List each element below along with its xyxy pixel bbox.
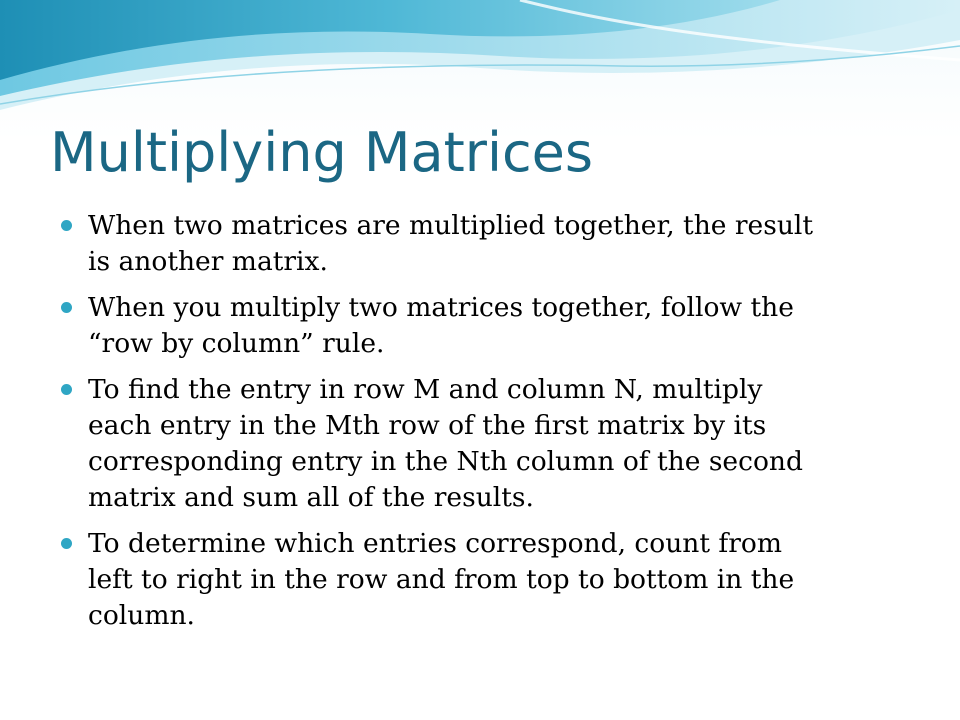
bullet-dot-icon <box>61 384 72 395</box>
bullet-text: When you multiply two matrices together, follow the “row by column” rule. <box>88 292 794 359</box>
bullet-item <box>60 208 900 280</box>
bullet-item <box>60 290 900 362</box>
wave-banner <box>0 0 960 120</box>
bullet-text: To determine which entries correspond, count from left to right in the row and from top to bottom in the column. <box>88 528 795 631</box>
bullet-list <box>60 208 900 644</box>
bullet-dot-icon <box>61 220 72 231</box>
bullet-text: When two matrices are multiplied together, the result is another matrix. <box>88 210 814 277</box>
bullet-item <box>60 526 900 634</box>
bullet-dot-icon <box>61 538 72 549</box>
bullet-text: To find the entry in row M and column N, multiply each entry in the Mth row of the first matrix by its corresponding entry in the Nth column of the second matrix and sum all of the results. <box>88 374 803 513</box>
slide-title: Multiplying Matrices <box>50 121 594 184</box>
bullet-item <box>60 372 900 516</box>
bullet-dot-icon <box>61 302 72 313</box>
